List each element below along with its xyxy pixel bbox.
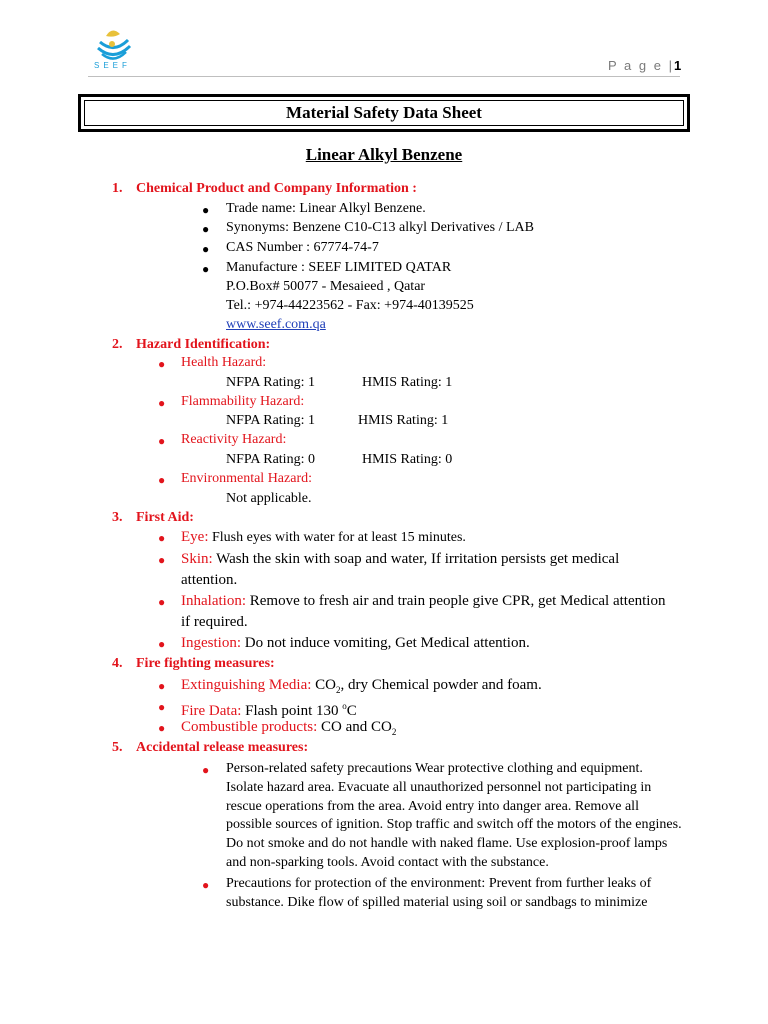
document-subtitle: Linear Alkyl Benzene bbox=[305, 145, 463, 164]
bullet-icon: ● bbox=[202, 222, 210, 236]
website-link-wrap bbox=[226, 317, 326, 333]
bullet-icon: ● bbox=[158, 700, 166, 714]
reactivity-hazard-label: Reactivity Hazard: bbox=[181, 432, 287, 447]
logo-text: SEEF bbox=[94, 61, 131, 70]
accidental-release-precautions: Person-related safety precautions Wear protective clothing and equipment. Isolate hazard area. Evacuate all unauthorized personnel not participating in rescue operations from the area. Avoid entry into danger area. Remove all possible sources of ignition. Stop traffic and switch off the motors of the engines. Do not smoke and do not handle with naked flame. Use explosion-proof lamps and non-sparking tools. Avoid contact with the substance. bbox=[226, 761, 682, 870]
bullet-icon: ● bbox=[158, 396, 166, 410]
bullet-icon: ● bbox=[158, 637, 166, 651]
bullet-icon: ● bbox=[158, 679, 166, 693]
bullet-icon: ● bbox=[158, 434, 166, 448]
bullet-icon: ● bbox=[158, 357, 166, 371]
tel-fax: Tel.: +974-44223562 - Fax: +974-40139525 bbox=[226, 298, 474, 313]
bullet-icon: ● bbox=[202, 262, 210, 276]
fire-data: Fire Data: Flash point 130 $^o$C bbox=[181, 701, 357, 719]
first-aid-inhalation: Inhalation: Remove to fresh air and train people give CPR, get Medical attention bbox=[181, 593, 666, 609]
bullet-icon: ● bbox=[158, 721, 166, 735]
bullet-icon: ● bbox=[158, 553, 166, 567]
environment-precautions: Precautions for protection of the environment: Prevent from further leaks of substance. Dike flow of spilled material using soil or sandbags to minimize bbox=[226, 876, 652, 910]
first-aid-skin-cont: attention. bbox=[181, 572, 238, 588]
page-label: P a g e bbox=[608, 58, 663, 73]
bullet-icon: ● bbox=[202, 763, 210, 777]
document-title: Material Safety Data Sheet bbox=[84, 100, 684, 126]
combustible-products: Combustible products: CO and $CO_2$ bbox=[181, 719, 397, 737]
first-aid-inhalation-cont: if required. bbox=[181, 614, 248, 630]
page-number: P a g e |1 bbox=[608, 58, 682, 73]
environmental-hazard-value: Not applicable. bbox=[226, 491, 312, 506]
environmental-hazard-label: Environmental Hazard: bbox=[181, 471, 313, 486]
health-nfpa: NFPA Rating: 1 bbox=[226, 375, 315, 390]
website-link[interactable]: www.seef.com.qa bbox=[226, 317, 326, 332]
bullet-icon: ● bbox=[202, 878, 210, 892]
page-number-value: 1 bbox=[673, 58, 682, 73]
synonyms: Synonyms: Benzene C10-C13 alkyl Derivatives / LAB bbox=[226, 220, 534, 235]
title-box bbox=[78, 94, 690, 132]
bullet-icon: ● bbox=[158, 595, 166, 609]
flammability-nfpa: NFPA Rating: 1 bbox=[226, 413, 315, 428]
flammability-hazard-label: Flammability Hazard: bbox=[181, 394, 305, 409]
health-hmis: HMIS Rating: 1 bbox=[362, 375, 453, 390]
bullet-icon: ● bbox=[158, 473, 166, 487]
header-rule bbox=[88, 76, 680, 77]
first-aid-ingestion: Ingestion: Do not induce vomiting, Get Medical attention. bbox=[181, 635, 530, 651]
extinguishing-media: Extinguishing Media: $CO_2$, dry Chemical powder and foam. bbox=[181, 677, 542, 695]
flammability-hmis: HMIS Rating: 1 bbox=[358, 413, 449, 428]
manufacture: Manufacture : SEEF LIMITED QATAR bbox=[226, 260, 452, 275]
bullet-icon: ● bbox=[158, 531, 166, 545]
health-hazard-label: Health Hazard: bbox=[181, 355, 267, 370]
first-aid-skin: Skin: Wash the skin with soap and water, If irritation persists get medical bbox=[181, 551, 620, 567]
first-aid-eye: Eye: Flush eyes with water for at least 15 minutes. bbox=[181, 529, 466, 545]
reactivity-hmis: HMIS Rating: 0 bbox=[362, 452, 453, 467]
bullet-icon: ● bbox=[202, 203, 210, 217]
bullet-icon: ● bbox=[202, 242, 210, 256]
cas-number: CAS Number : 67774-74-7 bbox=[226, 240, 379, 255]
reactivity-nfpa: NFPA Rating: 0 bbox=[226, 452, 315, 467]
trade-name: Trade name: Linear Alkyl Benzene. bbox=[226, 201, 426, 216]
po-box: P.O.Box# 50077 - Mesaieed , Qatar bbox=[226, 279, 426, 294]
